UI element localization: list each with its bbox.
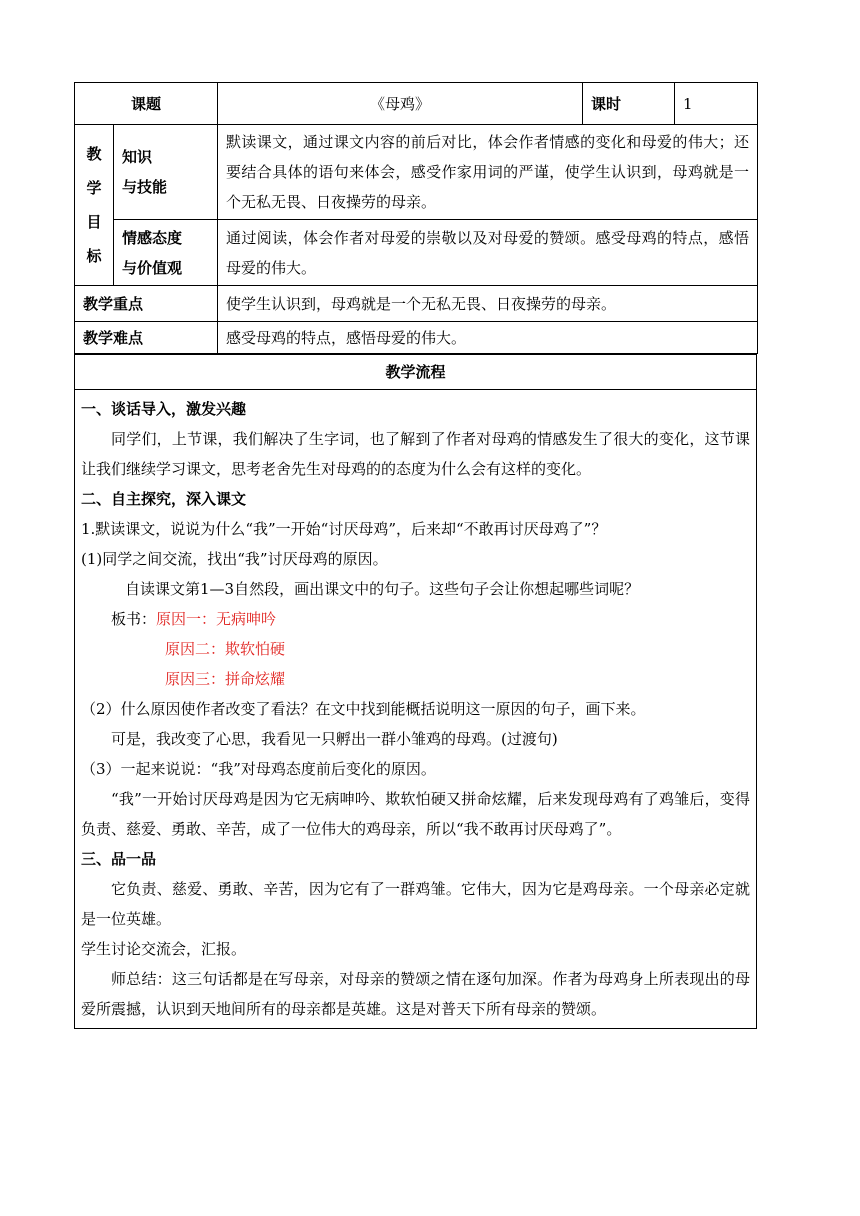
- question-1: 1.默读课文，说说为什么“我”一开始“讨厌母鸡”，后来却“不敢再讨厌母鸡了”？: [81, 520, 607, 538]
- reason-1: 原因一：无病呻吟: [156, 610, 277, 628]
- emotion-label-line1: 情感态度: [122, 228, 183, 247]
- objectives-char-3: 目: [86, 213, 102, 231]
- board-line-1: [81, 604, 750, 634]
- question-3-detail: “我”一开始讨厌母鸡是因为它无病呻吟、欺软怕硬又拼命炫耀，后来发现母鸡有了鸡雏后，变得负责、慈爱、勇敢、辛苦，成了一位伟大的鸡母亲，所以“我不敢再讨厌母鸡了”。: [81, 790, 750, 838]
- question-2: （2）什么原因使作者改变了看法？在文中找到能概括说明这一原因的句子，画下来。: [81, 700, 646, 718]
- discussion-text: 学生讨论交流会，汇报。: [81, 940, 247, 958]
- section3-text: 它负责、慈爱、勇敢、辛苦，因为它有了一群鸡雏。它伟大，因为它是鸡母亲。一个母亲必定就是一位英雄。: [81, 880, 750, 928]
- reason-3: 原因三：拼命炫耀: [165, 670, 286, 688]
- knowledge-label-line1: 知识: [122, 148, 153, 166]
- emotion-text: 通过阅读，体会作者对母爱的崇敬以及对母爱的赞颂。感受母鸡的特点，感悟母爱的伟大。: [218, 220, 758, 286]
- knowledge-label-line2: 与技能: [122, 178, 168, 196]
- lesson-info-table: [74, 82, 758, 354]
- section3-title: 三、品一品: [81, 850, 157, 868]
- teaching-process-box: [74, 354, 757, 1029]
- difficulty-text: 感受母鸡的特点，感悟母爱的伟大。: [218, 322, 758, 354]
- process-title: 教学流程: [75, 355, 756, 390]
- summary-text: 师总结：这三句话都是在写母亲，对母亲的赞颂之情在逐句加深。作者为母鸡身上所表现出的母爱所震撼，认识到天地间所有的母亲都是英雄。这是对普天下所有母亲的赞颂。: [81, 970, 750, 1018]
- question-1-1-detail: 自读课文第1—3自然段，画出课文中的句子。这些句子会让你想起哪些词呢？: [125, 580, 640, 598]
- topic-value: 《母鸡》: [218, 83, 583, 125]
- key-point-text: 使学生认识到，母鸡就是一个无私无畏、日夜操劳的母亲。: [218, 286, 758, 322]
- key-point-row: [75, 286, 758, 322]
- objectives-label: [75, 125, 114, 286]
- topic-row: [75, 83, 758, 125]
- section1-text: 同学们，上节课，我们解决了生字词，也了解到了作者对母鸡的情感发生了很大的变化，这节课让我们继续学习课文，思考老舍先生对母鸡的的态度为什么会有这样的变化。: [81, 430, 750, 478]
- question-2-detail: 可是，我改变了心思，我看见一只孵出一群小雏鸡的母鸡。(过渡句): [111, 730, 558, 748]
- section2-title: 二、自主探究，深入课文: [81, 490, 247, 508]
- period-value: 1: [675, 83, 758, 125]
- knowledge-text: 默读课文，通过课文内容的前后对比，体会作者情感的变化和母爱的伟大；还要结合具体的语句来体会，感受作家用词的严谨，使学生认识到，母鸡就是一个无私无畏、日夜操劳的母亲。: [218, 125, 758, 220]
- objectives-char-2: 学: [86, 179, 102, 197]
- period-label: 课时: [583, 83, 675, 125]
- section1-title: 一、谈话导入，激发兴趣: [81, 400, 247, 418]
- question-1-1: (1)同学之间交流，找出“我”讨厌母鸡的原因。: [81, 550, 388, 568]
- topic-label: 课题: [75, 83, 218, 125]
- difficulty-label: 教学难点: [75, 322, 218, 354]
- emotion-row: [75, 220, 758, 286]
- knowledge-label: [114, 125, 218, 220]
- emotion-label-line2: 与价值观: [122, 258, 183, 277]
- reason-2: 原因二：欺软怕硬: [165, 640, 286, 658]
- question-3: （3）一起来说说：“我”对母鸡态度前后变化的原因。: [81, 760, 436, 778]
- process-body: [75, 390, 756, 1028]
- knowledge-row: [75, 125, 758, 220]
- difficulty-row: [75, 322, 758, 354]
- objectives-char-4: 标: [86, 247, 102, 265]
- objectives-char-1: 教: [86, 145, 102, 163]
- board-label: 板书：: [111, 610, 157, 628]
- key-point-label: 教学重点: [75, 286, 218, 322]
- emotion-label: [114, 220, 218, 286]
